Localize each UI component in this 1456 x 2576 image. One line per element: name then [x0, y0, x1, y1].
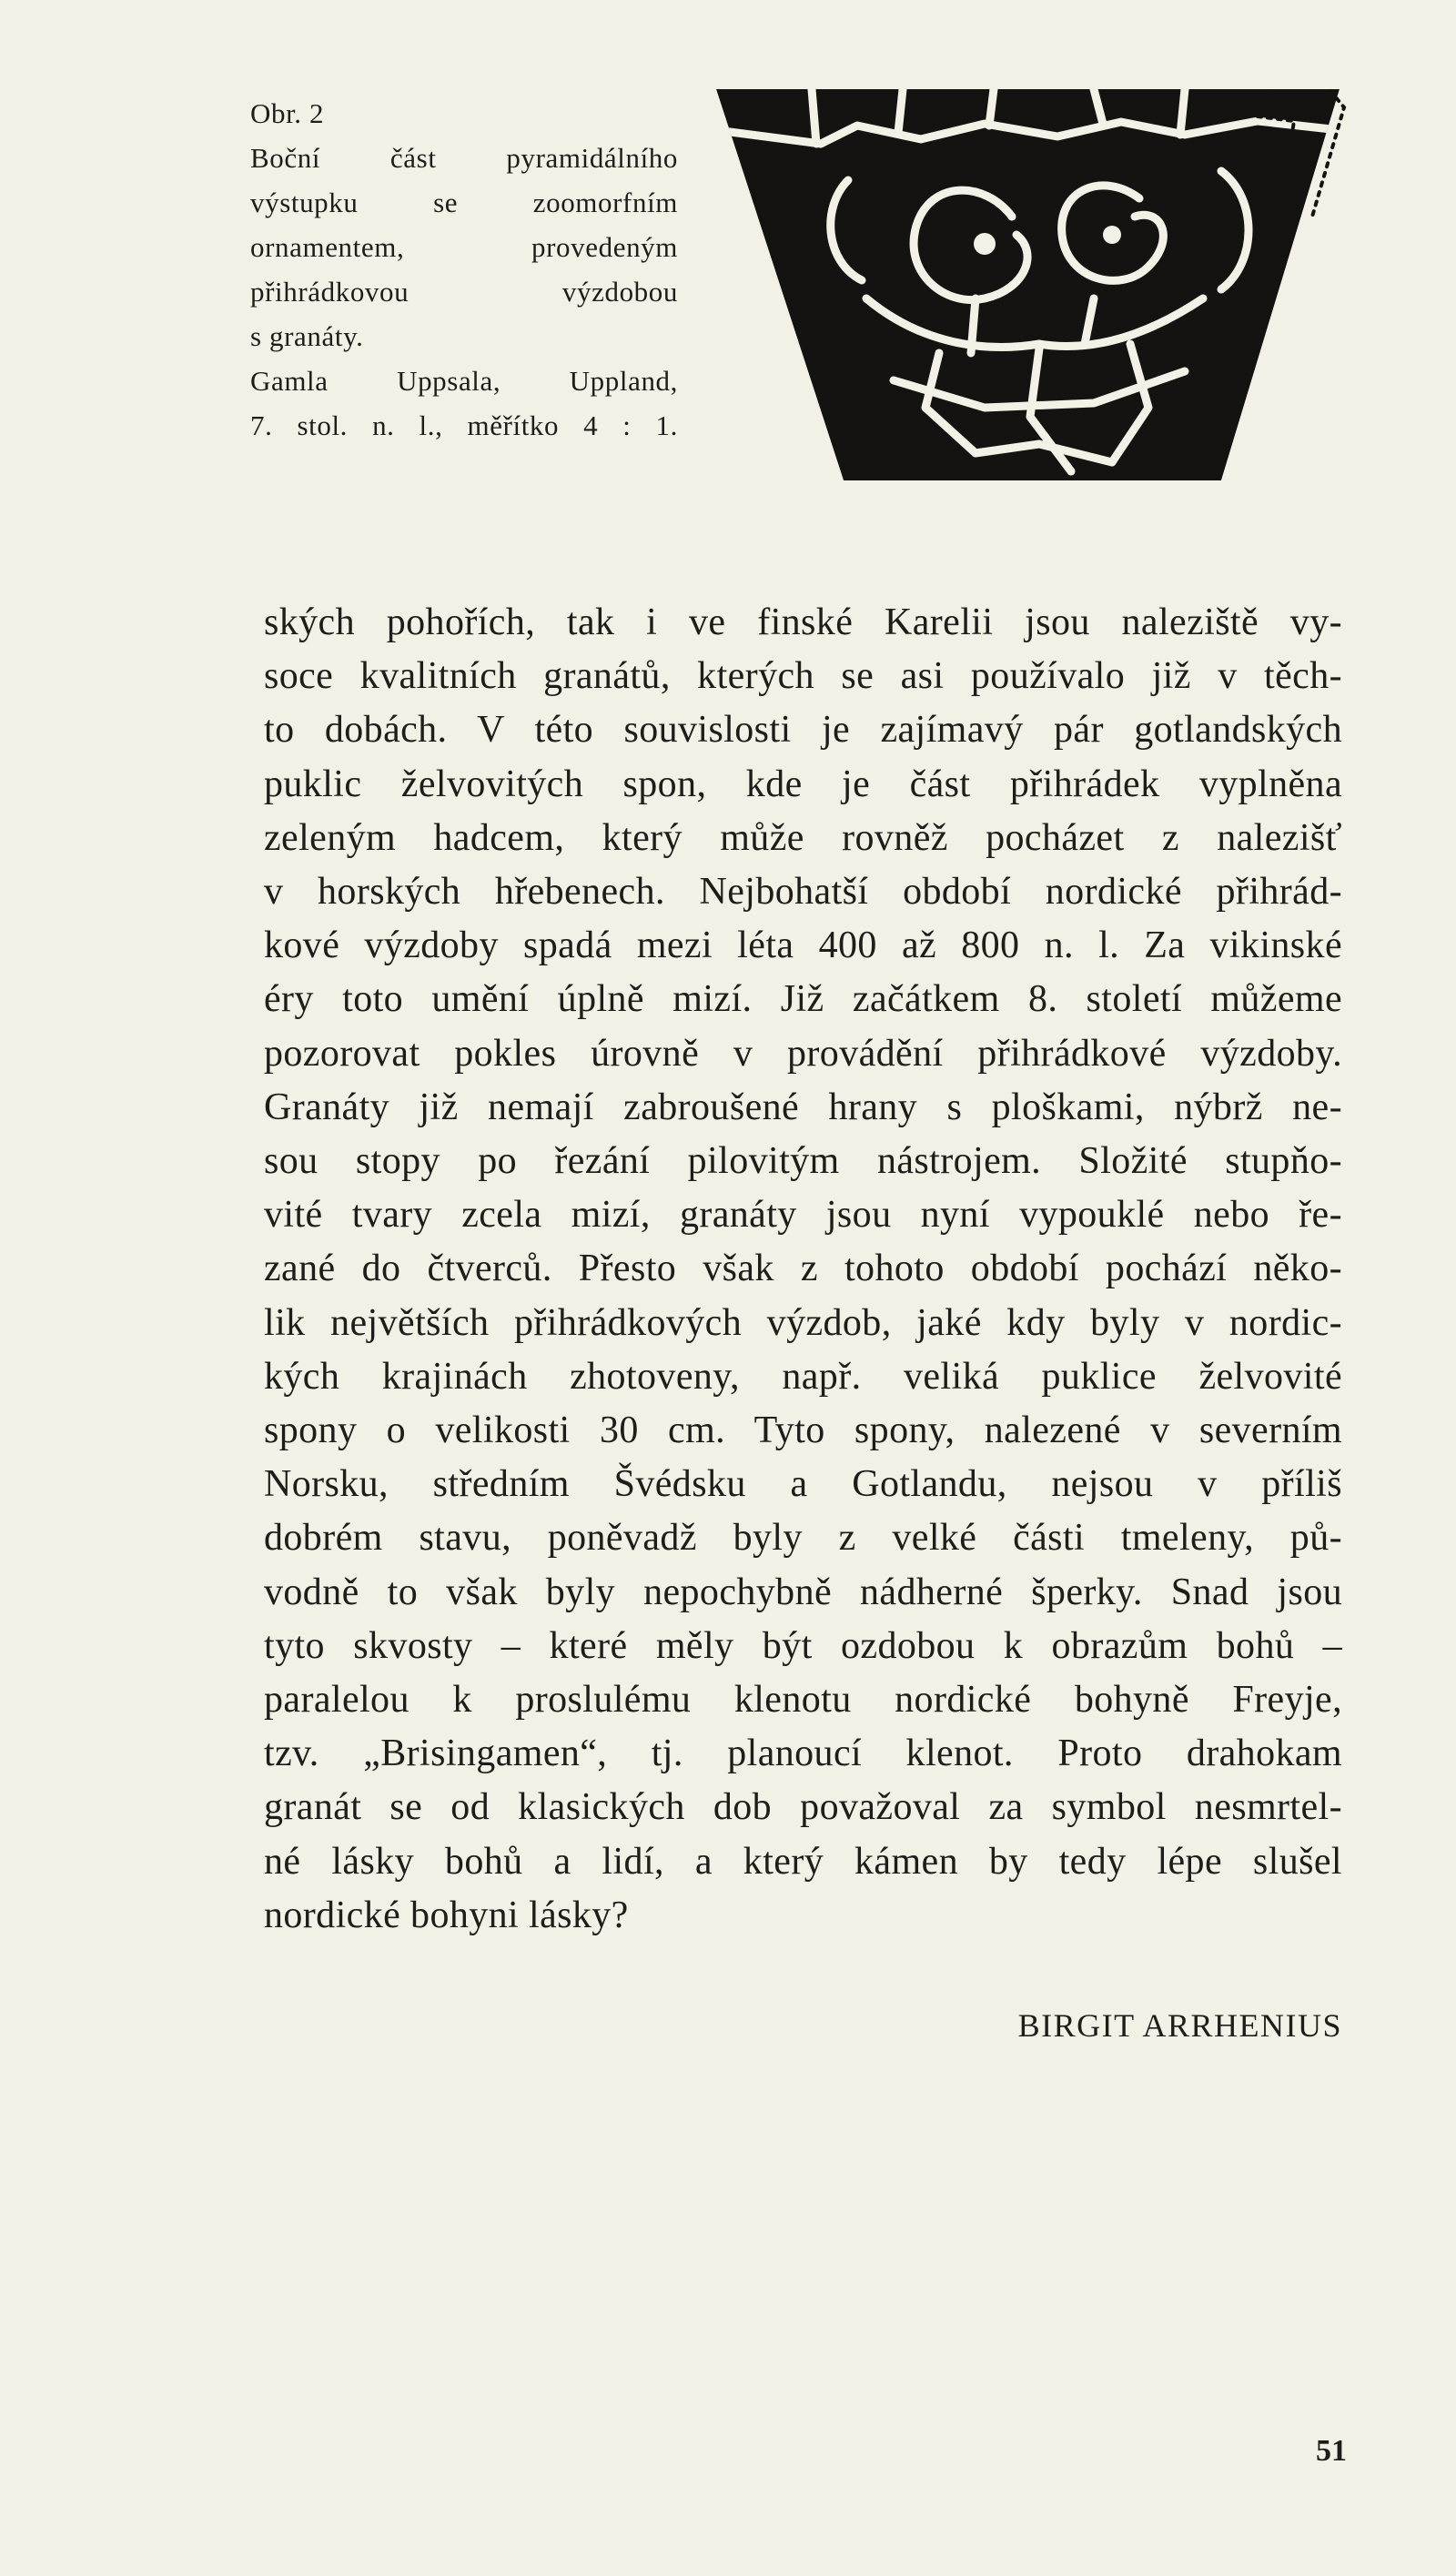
text-line: Granáty již nemají zabroušené hrany s ploškami, nýbrž ne-	[264, 1086, 1342, 1128]
text-line: né lásky bohů a lidí, a který kámen by tedy lépe slušel	[264, 1840, 1342, 1883]
text-line: sou stopy po řezání pilovitým nástrojem. Složité stupňo-	[264, 1140, 1342, 1183]
text-line: tzv. „Brisingamen“, tj. planoucí klenot. Proto drahokam	[264, 1732, 1342, 1775]
caption-line: přihrádkovou výzdobou	[250, 276, 678, 308]
text-line: tyto skvosty – které měly být ozdobou k obrazům bohů –	[264, 1624, 1342, 1667]
text-line: vodně to však byly nepochybně nádherné šperky. Snad jsou	[264, 1571, 1342, 1613]
caption-line: výstupku se zoomorfním	[250, 187, 678, 218]
text-line: lik největších přihrádkových výzdob, jaké kdy byly v nordic-	[264, 1301, 1342, 1344]
figure-caption	[250, 91, 678, 448]
text-line: granát se od klasických dob považoval za symbol nesmrtel-	[264, 1786, 1342, 1829]
text-line: kové výzdoby spadá mezi léta 400 až 800 n. l. Za vikinské	[264, 924, 1342, 967]
text-line: pozorovat pokles úrovně v provádění přihrádkové výzdoby.	[264, 1032, 1342, 1075]
caption-line: Boční část pyramidálního	[250, 142, 678, 174]
text-line: Norsku, středním Švédsku a Gotlandu, nejsou v příliš	[264, 1463, 1342, 1506]
text-line: v horských hřebenech. Nejbohatší období nordické přihrád-	[264, 871, 1342, 914]
caption-line: 7. stol. n. l., měřítko 4 : 1.	[250, 409, 678, 441]
caption-line: Gamla Uppsala, Uppland,	[250, 365, 678, 397]
text-line: to dobách. V této souvislosti je zajímavý pár gotlandských	[264, 709, 1342, 752]
author-signature: BIRGIT ARRHENIUS	[1017, 2007, 1342, 2044]
text-line: spony o velikosti 30 cm. Tyto spony, nalezené v severním	[264, 1409, 1342, 1452]
text-line: vité tvary zcela mizí, granáty jsou nyní vypouklé nebo ře-	[264, 1194, 1342, 1237]
text-line: paralelou k proslulému klenotu nordické bohyně Freyje,	[264, 1679, 1342, 1722]
text-line: soce kvalitních granátů, kterých se asi používalo již v těch-	[264, 655, 1342, 698]
text-line: zeleným hadcem, který může rovněž pocházet z nalezišť	[264, 816, 1342, 859]
page-number: 51	[1316, 2434, 1347, 2468]
caption-line: Obr. 2	[250, 97, 325, 129]
caption-line: s granáty.	[250, 320, 364, 352]
caption-line: ornamentem, provedeným	[250, 231, 678, 263]
text-line: kých krajinách zhotoveny, např. veliká puklice želvovité	[264, 1355, 1342, 1398]
text-line: puklic želvovitých spon, kde je část přihrádek vyplněna	[264, 763, 1342, 805]
text-line: dobrém stavu, poněvadž byly z velké části tmeleny, pů-	[264, 1517, 1342, 1560]
zoomorphic-ornament-illustration	[712, 80, 1349, 490]
text-line: éry toto umění úplně mizí. Již začátkem 8. století můžeme	[264, 978, 1342, 1021]
text-line: nordické bohyni lásky?	[264, 1894, 629, 1936]
article-body	[264, 596, 1342, 1943]
text-line: zané do čtverců. Přesto však z tohoto období pochází něko-	[264, 1248, 1342, 1290]
text-line: ských pohořích, tak i ve finské Karelii jsou naleziště vy-	[264, 601, 1342, 643]
